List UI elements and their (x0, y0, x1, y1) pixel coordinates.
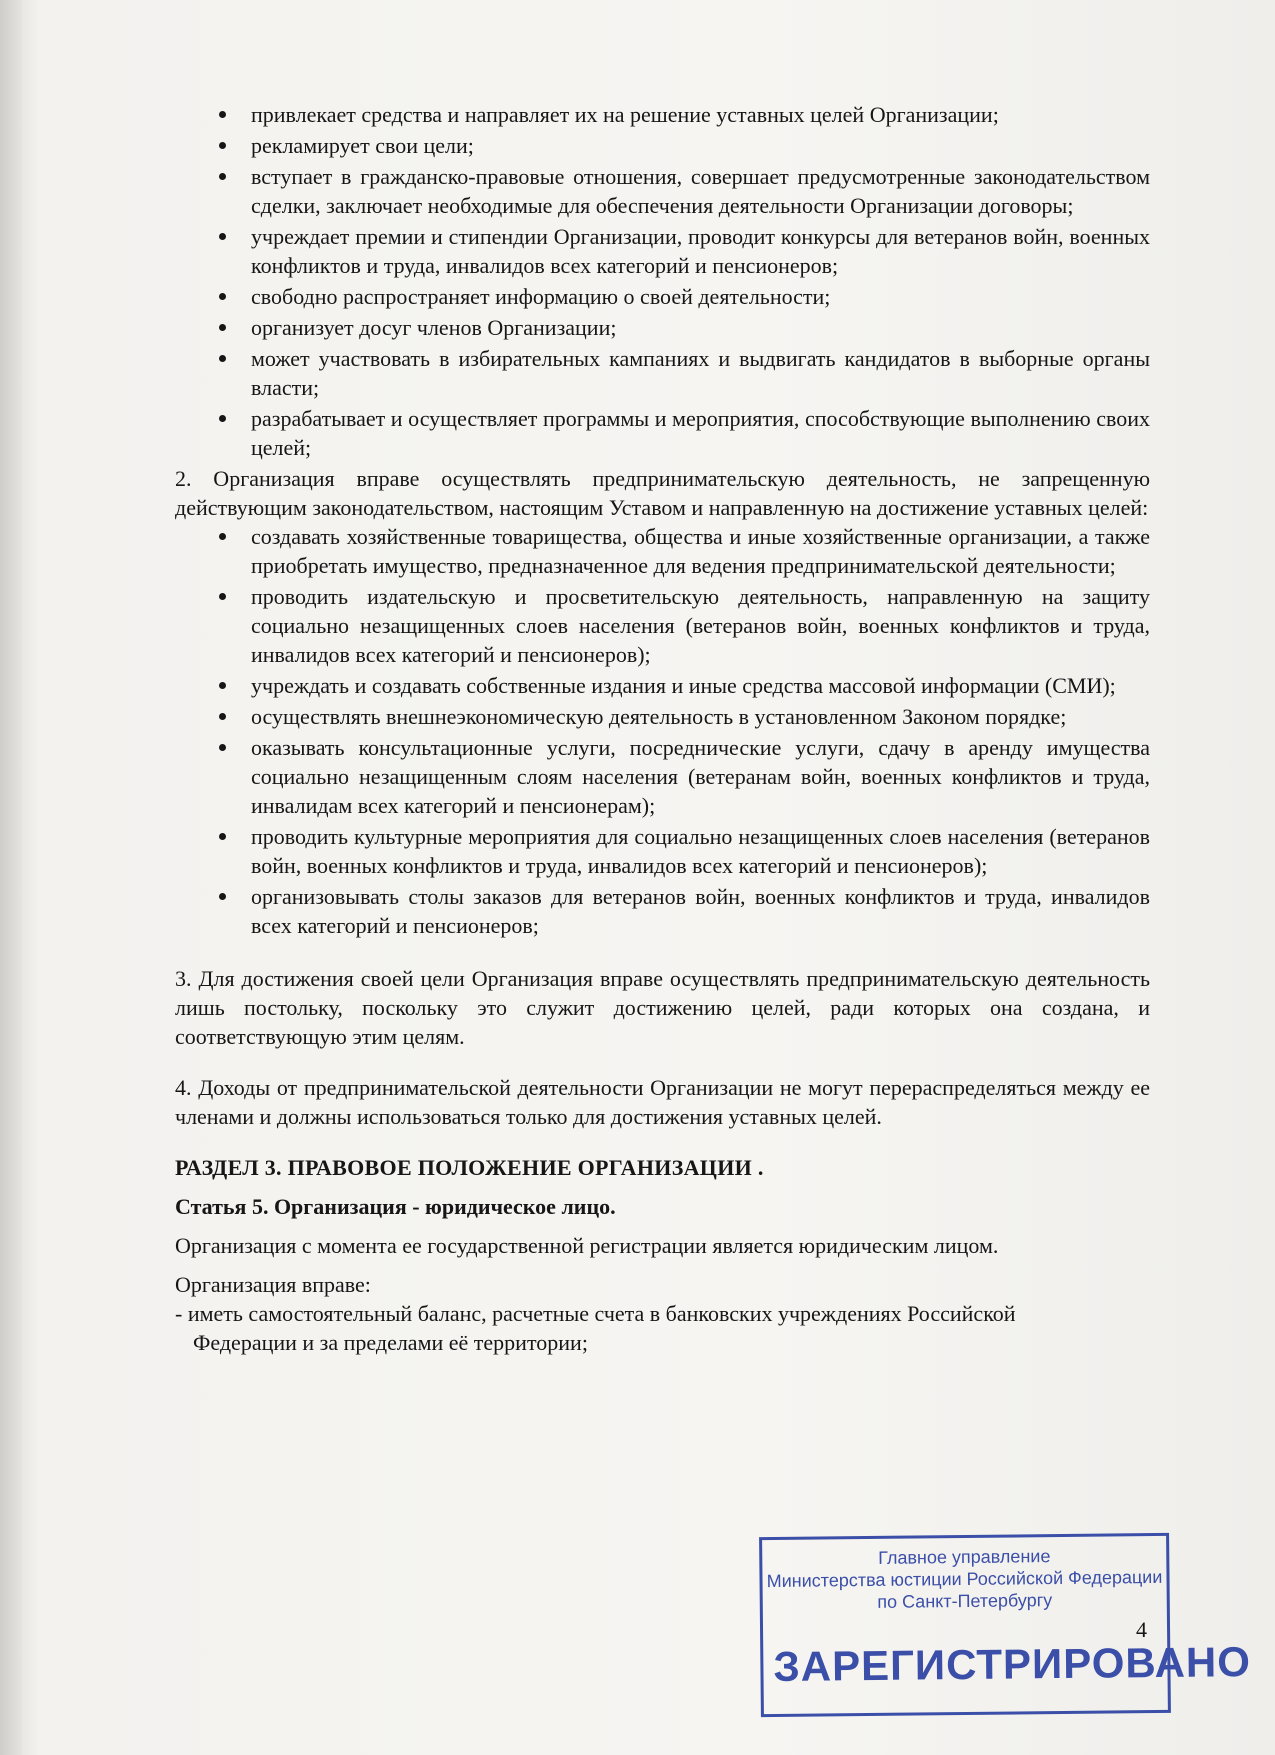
bullet-icon (219, 533, 226, 540)
list-item: учреждать и создавать собственные издания и иные средства массовой информации (СМИ); (175, 671, 1150, 700)
item4-paragraph: 4. Доходы от предпринимательской деятельности Организации не могут перераспределяться между ее членами и должны использоваться только для достижения уставных целей. (175, 1075, 1150, 1129)
document-body (175, 100, 1150, 1357)
bullet-icon (219, 593, 226, 600)
item2-intro: 2. Организация вправе осуществлять предпринимательскую деятельность, не запрещенную действующим законодательством, настоящим Уставом и направленную на достижение уставных целей: (175, 466, 1150, 520)
stamp-registered-text: ЗАРЕГИСТРИРОВАНО (773, 1638, 1252, 1691)
stamp-line-1: Главное управление (878, 1546, 1051, 1568)
page-number: 4 (1136, 1617, 1147, 1642)
bullet-icon (219, 415, 226, 422)
list-item: осуществлять внешнеэкономическую деятельность в установленном Законом порядке; (175, 702, 1150, 731)
bullet-icon (219, 713, 226, 720)
list-item: оказывать консультационные услуги, посреднические услуги, сдачу в аренду имущества социально незащищенным слоям населения (ветеранам войн, военных конфликтов и труда, инвалидам всех категорий и пенсионерам); (175, 733, 1150, 820)
list-item: вступает в гражданско-правовые отношения, совершает предусмотренные законодательством сделки, заключает необходимые для обеспечения деятельности Организации договоры; (175, 162, 1150, 220)
list-item: свободно распространяет информацию о своей деятельности; (175, 282, 1150, 311)
bullet-icon (219, 173, 226, 180)
article5-dash-item (175, 1299, 1150, 1357)
bullet-icon (219, 355, 226, 362)
list-item: может участвовать в избирательных кампаниях и выдвигать кандидатов в выборные органы власти; (175, 344, 1150, 402)
article5-paragraph-1: Организация с момента ее государственной регистрации является юридическим лицом. (175, 1233, 999, 1258)
article5-paragraph-2: Организация вправе: (175, 1272, 371, 1297)
bullet-icon (219, 324, 226, 331)
bullet-icon (219, 682, 226, 689)
bullet-icon (219, 111, 226, 118)
list-item: организовывать столы заказов для ветеранов войн, военных конфликтов и труда, инвалидов всех категорий и пенсионеров; (175, 882, 1150, 940)
dash-item-line-2: Федерации и за пределами её территории; (193, 1330, 588, 1355)
list-item: привлекает средства и направляет их на решение уставных целей Организации; (175, 100, 1150, 129)
bullet-icon (219, 293, 226, 300)
item2-bullet-list (175, 522, 1150, 940)
bullet-icon (219, 833, 226, 840)
list-item: проводить издательскую и просветительскую деятельность, направленную на защиту социально незащищенных слоев населения (ветеранов войн, военных конфликтов и труда, инвалидов всех категорий и пенсионеров); (175, 582, 1150, 669)
list-item: разрабатывает и осуществляет программы и мероприятия, способствующие выполнению своих целей; (175, 404, 1150, 462)
stamp-line-2: Министерства юстиции Российской Федерации (766, 1566, 1163, 1592)
item3-paragraph: 3. Для достижения своей цели Организация вправе осуществлять предпринимательскую деятельность лишь постольку, поскольку это служит достижению целей, ради которых она создана, и соответствующую этим целям. (175, 966, 1150, 1049)
bullet-icon (219, 233, 226, 240)
list-item: рекламирует свои цели; (175, 131, 1150, 160)
stamp-line-3: по Санкт-Петербургу (877, 1590, 1053, 1612)
list-item: создавать хозяйственные товарищества, общества и иные хозяйственные организации, а также приобретать имущество, предназначенное для ведения предпринимательской деятельности; (175, 522, 1150, 580)
section2-bullet-list (175, 100, 1150, 462)
bullet-icon (219, 142, 226, 149)
bullet-icon (219, 744, 226, 751)
dash-item-line-1: - иметь самостоятельный баланс, расчетные счета в банковских учреждениях Российской (175, 1301, 1016, 1326)
list-item: проводить культурные мероприятия для социально незащищенных слоев населения (ветеранов войн, военных конфликтов и труда, инвалидов всех категорий и пенсионеров); (175, 822, 1150, 880)
bullet-icon (219, 893, 226, 900)
section3-title: РАЗДЕЛ 3. ПРАВОВОЕ ПОЛОЖЕНИЕ ОРГАНИЗАЦИИ . (175, 1155, 764, 1180)
article5-title: Статья 5. Организация - юридическое лицо. (175, 1194, 616, 1219)
list-item: организует досуг членов Организации; (175, 313, 1150, 342)
registration-stamp (759, 1533, 1252, 1717)
list-item: учреждает премии и стипендии Организации, проводит конкурсы для ветеранов войн, военных конфликтов и труда, инвалидов всех категорий и пенсионеров; (175, 222, 1150, 280)
page-edge-shadow (0, 0, 22, 1755)
